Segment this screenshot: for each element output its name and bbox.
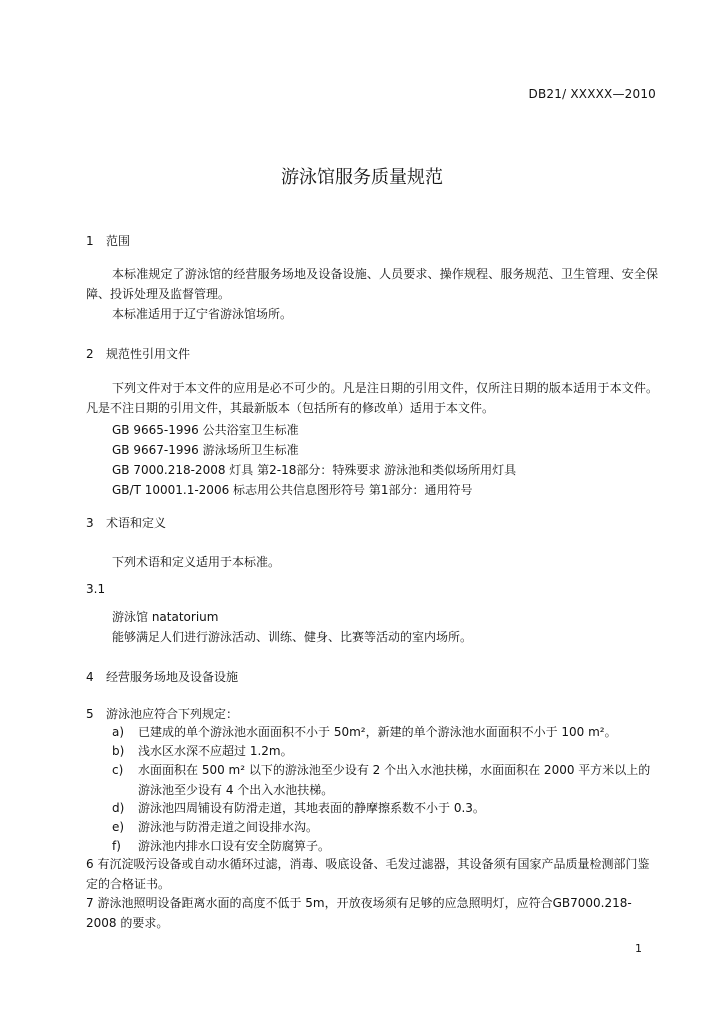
reference-item: GB/T 10001.1-2006 标志用公共信息图形符号 第1部分：通用符号 [112, 483, 473, 497]
section-number: 4 [86, 670, 94, 684]
section-1-heading [86, 232, 130, 249]
applicability-paragraph: 本标准适用于辽宁省游泳馆场所。 [112, 307, 293, 321]
list-item-label: a) [112, 725, 125, 739]
section-title: 术语和定义 [106, 516, 167, 530]
page-number: 1 [635, 942, 642, 955]
list-item-label: d) [112, 801, 125, 815]
section-2-heading [86, 345, 190, 362]
section-title: 经营服务场地及设备设施 [106, 670, 239, 684]
document-title: 游泳馆服务质量规范 [281, 167, 443, 188]
section-title: 范围 [106, 234, 131, 248]
term-entry: 游泳馆 natatorium [112, 610, 219, 624]
list-item [112, 836, 660, 856]
list-item [112, 760, 660, 800]
term-definition: 能够满足人们进行游泳活动、训练、健身、比赛等活动的室内场所。 [112, 630, 473, 644]
reference-item: GB 7000.218-2008 灯具 第2-18部分：特殊要求 游泳池和类似场所用灯具 [112, 463, 517, 477]
section-4-heading [86, 668, 238, 685]
list-item-label: b) [112, 744, 125, 758]
reference-item: GB 9665-1996 公共浴室卫生标准 [112, 423, 299, 437]
list-item [112, 798, 660, 818]
section-number: 1 [86, 234, 94, 248]
list-item-text: 游泳池四周铺设有防滑走道，其地表面的静摩擦系数不小于 0.3。 [138, 801, 485, 815]
list-item-text: 已建成的单个游泳池水面面积不小于 50m²，新建的单个游泳池水面面积不小于 100 m²。 [138, 725, 617, 739]
list-item [112, 722, 660, 742]
section-title: 规范性引用文件 [106, 347, 191, 361]
clause-7: 7 游泳池照明设备距离水面的高度不低于 5m，开放夜场须有足够的应急照明灯，应符合GB7000.218-2008 的要求。 [86, 896, 632, 930]
section-title: 游泳池应符合下列规定： [106, 707, 239, 721]
section-5-heading [86, 705, 238, 722]
list-item-label: e) [112, 820, 125, 834]
list-item-text: 水面面积在 500 m² 以下的游泳池至少设有 2 个出入水池扶梯，水面面积在 2000 平方米以上的游泳池至少设有 4 个出入水池扶梯。 [138, 763, 651, 797]
standard-code: DB21/ XXXXX—2010 [528, 87, 656, 101]
clause-6: 6 有沉淀吸污设备或自动水循环过滤，消毒、吸底设备、毛发过滤器，其设备须有国家产品质量检测部门鉴定的合格证书。 [86, 857, 650, 891]
list-item [112, 817, 660, 837]
references-intro-paragraph: 下列文件对于本文件的应用是必不可少的。凡是注日期的引用文件，仅所注日期的版本适用于本文件。凡是不注日期的引用文件，其最新版本（包括所有的修改单）适用于本文件。 [86, 381, 658, 415]
section-3-heading [86, 514, 166, 531]
terms-intro: 下列术语和定义适用于本标准。 [112, 555, 281, 569]
list-item-text: 游泳池内排水口设有安全防腐箅子。 [138, 839, 331, 853]
list-item-text: 浅水区水深不应超过 1.2m。 [138, 744, 293, 758]
section-number: 2 [86, 347, 94, 361]
subsection-number: 3.1 [86, 582, 106, 596]
section-number: 3 [86, 516, 94, 530]
list-item [112, 741, 660, 761]
list-item-label: f) [112, 839, 121, 853]
list-item-label: c) [112, 763, 124, 777]
list-item-text: 游泳池与防滑走道之间设排水沟。 [138, 820, 319, 834]
reference-item: GB 9667-1996 游泳场所卫生标准 [112, 443, 299, 457]
scope-paragraph: 本标准规定了游泳馆的经营服务场地及设备设施、人员要求、操作规程、服务规范、卫生管理、安全保障、投诉处理及监督管理。 [86, 267, 658, 301]
section-number: 5 [86, 707, 94, 721]
